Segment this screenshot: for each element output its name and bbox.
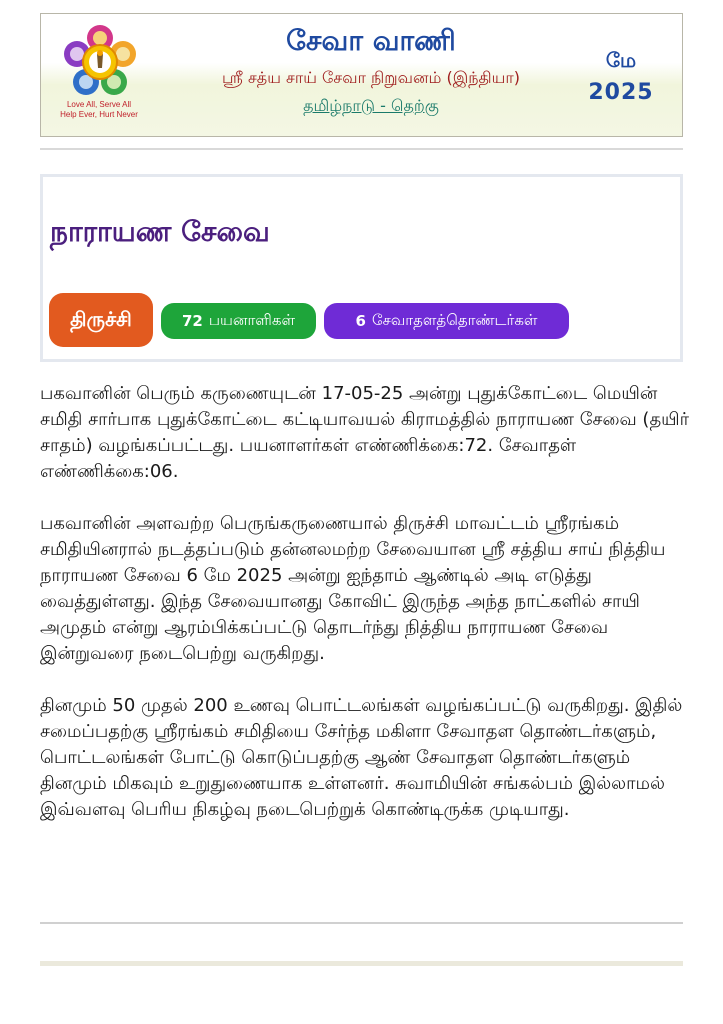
volunteers-badge xyxy=(324,303,569,339)
newsletter-title: சேவா வாணி xyxy=(286,24,456,57)
service-title: நாராயண சேவை xyxy=(50,215,270,248)
region-link[interactable]: தமிழ்நாடு - தெற்கு xyxy=(303,96,439,115)
issue-year: 2025 xyxy=(588,80,654,105)
issue-month: மே xyxy=(605,48,637,72)
paragraph-1: பகவானின் பெரும் கருணையுடன் 17-05-25 அன்று புதுக்கோட்டை மெயின் சமிதி சார்பாக புதுக்கோட்டை கட்டியாவயல் கிராமத்தில் நாராயண சேவை (தயிர் சாதம்) வழங்கப்பட்டது. பயனாளர்கள் எண்ணிக்கை:72. சேவாதள் எண்ணிக்கை:06. xyxy=(40,383,690,482)
volunteers-label: சேவாதளத்தொண்டர்கள் xyxy=(371,311,538,329)
organization-name: ஸ்ரீ சத்ய சாய் சேவா நிறுவனம் (இந்தியா) xyxy=(222,68,520,87)
logo-tagline xyxy=(49,100,149,120)
sai-organization-logo-icon xyxy=(59,22,141,104)
beneficiaries-count: 72 xyxy=(182,312,203,330)
divider-bottom xyxy=(40,922,683,924)
paragraph-3: தினமும் 50 முதல் 200 உணவு பொட்டலங்கள் வழங்கப்பட்டு வருகிறது. இதில் சமைப்பதற்கு ஸ்ரீரங்கம் சமிதியை சேர்ந்த மகிளா சேவாதள தொண்டர்களும், பொட்டலங்கள் போட்டு கொடுப்பதற்கு ஆண் சேவாதள தொண்டர்களும் தினமும் மிகவும் உறுதுணையாக உள்ளனர். சுவாமியின் சங்கல்பம் இல்லாமல் இவ்வளவு பெரிய நிகழ்வு நடைபெற்றுக் கொண்டிருக்க முடியாது. xyxy=(40,695,683,820)
service-card xyxy=(40,174,683,362)
newsletter-header xyxy=(40,13,683,137)
article-body xyxy=(40,381,690,849)
beneficiaries-label: பயனாளிகள் xyxy=(208,311,295,329)
paragraph-2: பகவானின் அளவற்ற பெருங்கருணையால் திருச்சி மாவட்டம் ஸ்ரீரங்கம் சமிதியினரால் நடத்தப்படும் தன்னலமற்ற சேவையான ஸ்ரீ சத்திய சாய் நித்திய நாராயண சேவை 6 மே 2025 அன்று ஐந்தாம் ஆண்டில் அடி எடுத்து வைத்துள்ளது. இந்த சேவையானது கோவிட் இருந்த அந்த நாட்களில் சாயி அமுதம் என்று ஆரம்பிக்கப்பட்டு தொடர்ந்து நித்திய நாராயண சேவை இன்றுவரை நடைபெற்று வருகிறது. xyxy=(40,513,666,664)
beneficiaries-badge xyxy=(161,303,316,339)
footer-bar xyxy=(40,961,683,966)
logo-tagline-line-1: Love All, Serve All xyxy=(66,100,132,109)
district-badge: திருச்சி xyxy=(49,293,153,347)
volunteers-count: 6 xyxy=(355,312,366,330)
logo-tagline-line-2: Help Ever, Hurt Never xyxy=(60,110,138,119)
divider-top xyxy=(40,148,683,150)
